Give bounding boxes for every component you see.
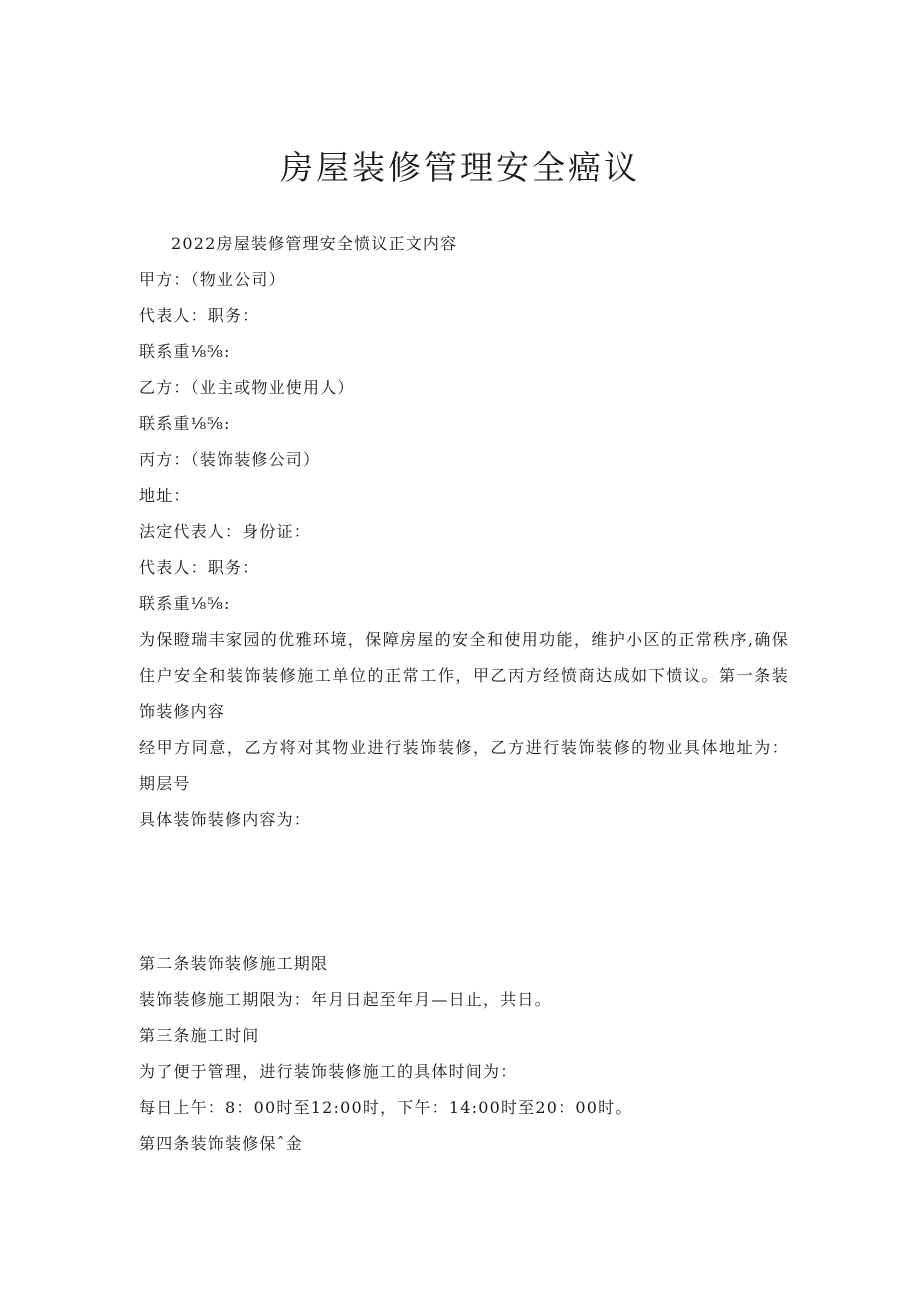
party-c-representative-line: 代表人：职务： — [139, 558, 260, 577]
document-body — [139, 226, 789, 1162]
article-3-heading: 第三条施工时间 — [139, 1026, 260, 1045]
document-subtitle: 2022房屋装修管理安全愤议正文内容 — [171, 234, 458, 253]
party-a-representative-line: 代表人：职务： — [139, 306, 260, 325]
article-4-heading: 第四条装饰装修保ˆ金 — [139, 1134, 304, 1153]
blank-space — [139, 838, 789, 946]
party-b-line: 乙方：（业主或物业使用人） — [139, 378, 355, 397]
renovation-content-line: 具体装饰装修内容为： — [139, 810, 312, 829]
party-a-line: 甲方：（物业公司） — [139, 270, 286, 289]
article-1-paragraph: 经甲方同意，乙方将对其物业进行装饰装修，乙方进行装饰装修的物业具体地址为：期层号 — [139, 738, 789, 793]
address-line: 地址： — [139, 486, 191, 505]
daily-hours-line: 每日上午：8：00时至12:00时，下午：14:00时至20：00时。 — [139, 1098, 633, 1117]
party-c-line: 丙方：（装饰装修公司） — [139, 450, 321, 469]
party-a-contact-line: 联系重⅛⅝: — [139, 342, 231, 361]
document-title: 房屋装修管理安全癌议 — [280, 148, 640, 187]
article-2-heading: 第二条装饰装修施工期限 — [139, 954, 329, 973]
preamble-paragraph: 为保瞪瑞丰家园的优雅环境，保障房屋的安全和使用功能，维护小区的正常秩序,确保住户安全和装饰装修施工单位的正常工作，甲乙丙方经愤商达成如下愤议。第一条装饰装修内容 — [139, 630, 789, 721]
party-c-contact-line: 联系重⅛⅝: — [139, 594, 231, 613]
party-b-contact-line: 联系重⅛⅝: — [139, 414, 231, 433]
construction-period-line: 装饰装修施工期限为：年月日起至年月—日止，共日。 — [139, 990, 552, 1009]
legal-representative-line: 法定代表人：身份证： — [139, 522, 312, 541]
construction-time-intro-line: 为了便于管理，进行装饰装修施工的具体时间为： — [139, 1062, 518, 1081]
